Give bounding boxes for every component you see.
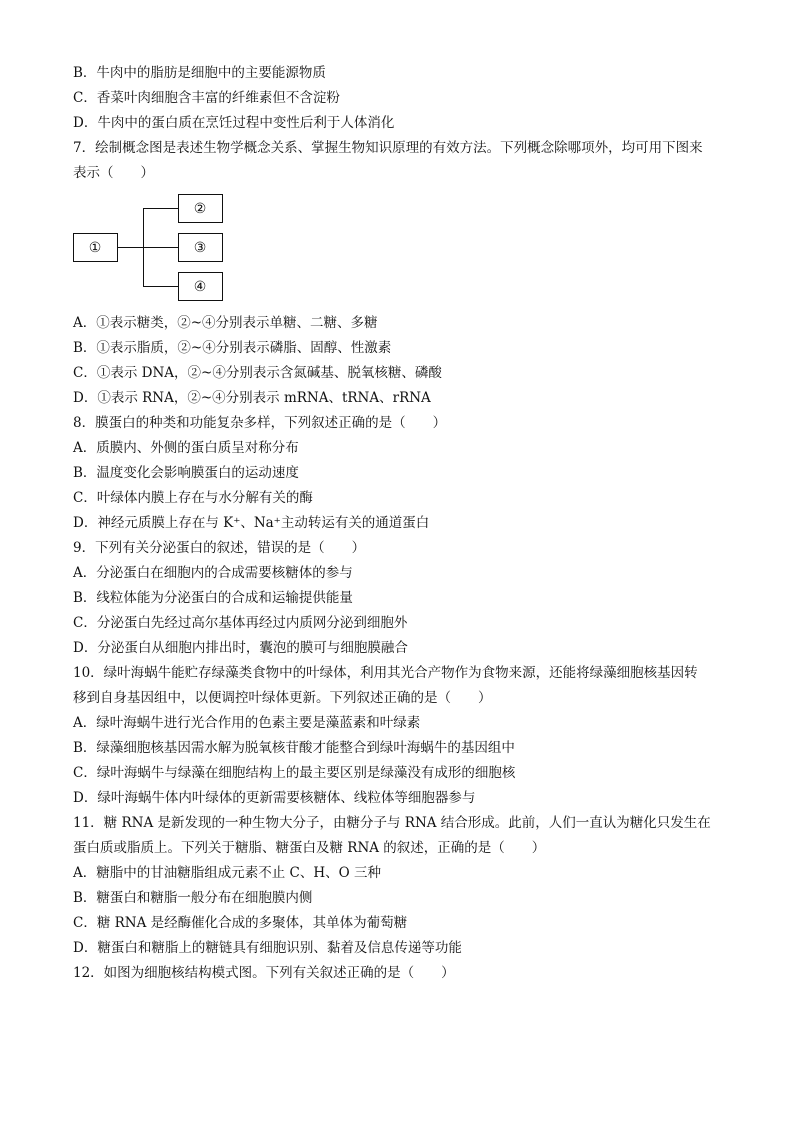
question-7-stem-cont: 表示（ ）: [73, 165, 154, 181]
option-line: D．神经元质膜上存在与 K⁺、Na⁺主动转运有关的通道蛋白: [73, 515, 430, 531]
option-line: B．牛肉中的脂肪是细胞中的主要能源物质: [73, 65, 326, 81]
option-line: D．①表示 RNA，②~④分别表示 mRNA、tRNA、rRNA: [73, 390, 431, 406]
option-line: A．质膜内、外侧的蛋白质呈对称分布: [73, 440, 299, 456]
option-line: B．绿藻细胞核基因需水解为脱氧核苷酸才能整合到绿叶海蜗牛的基因组中: [73, 740, 515, 756]
option-line: A．糖脂中的甘油糖脂组成元素不止 C、H、O 三种: [73, 865, 382, 881]
concept-box-1: ①: [88, 240, 102, 256]
question-11-stem: 11．糖 RNA 是新发现的一种生物大分子，由糖分子与 RNA 结合形成。此前，人们一直认为糖化只发生在: [73, 815, 711, 831]
option-line: B．①表示脂质，②~④分别表示磷脂、固醇、性激素: [73, 340, 392, 356]
option-line: D．糖蛋白和糖脂上的糖链具有细胞识别、黏着及信息传递等功能: [73, 940, 462, 956]
option-line: C．香菜叶肉细胞含丰富的纤维素但不含淀粉: [73, 90, 340, 106]
question-10-stem-cont: 移到自身基因组中，以便调控叶绿体更新。下列叙述正确的是（ ）: [73, 690, 492, 706]
question-8-stem: 8．膜蛋白的种类和功能复杂多样，下列叙述正确的是（ ）: [73, 415, 447, 431]
option-line: A．分泌蛋白在细胞内的合成需要核糖体的参与: [73, 565, 353, 581]
option-line: A．绿叶海蜗牛进行光合作用的色素主要是藻蓝素和叶绿素: [73, 715, 421, 731]
concept-box-2: ②: [193, 201, 207, 217]
option-line: C．分泌蛋白先经过高尔基体再经过内质网分泌到细胞外: [73, 615, 408, 631]
question-12-stem: 12．如图为细胞核结构模式图。下列有关叙述正确的是（ ）: [73, 965, 455, 981]
option-line: D．牛肉中的蛋白质在烹饪过程中变性后利于人体消化: [73, 115, 395, 131]
option-line: C．糖 RNA 是经酶催化合成的多聚体，其单体为葡萄糖: [73, 915, 408, 931]
option-line: C．叶绿体内膜上存在与水分解有关的酶: [73, 490, 313, 506]
concept-box-3: ③: [193, 240, 207, 256]
question-9-stem: 9．下列有关分泌蛋白的叙述，错误的是（ ）: [73, 540, 366, 556]
option-line: D．分泌蛋白从细胞内排出时，囊泡的膜可与细胞膜融合: [73, 640, 408, 656]
option-line: B．糖蛋白和糖脂一般分布在细胞膜内侧: [73, 890, 313, 906]
option-line: C．①表示 DNA，②~④分别表示含氮碱基、脱氧核糖、磷酸: [73, 365, 442, 381]
option-line: D．绿叶海蜗牛体内叶绿体的更新需要核糖体、线粒体等细胞器参与: [73, 790, 476, 806]
option-line: B．线粒体能为分泌蛋白的合成和运输提供能量: [73, 590, 353, 606]
concept-map-diagram: [73, 192, 233, 304]
option-line: A．①表示糖类，②~④分别表示单糖、二糖、多糖: [73, 315, 378, 331]
concept-box-4: ④: [193, 279, 207, 295]
question-7-stem: 7．绘制概念图是表述生物学概念关系、掌握生物知识原理的有效方法。下列概念除哪项外，均可用下图来: [73, 140, 703, 156]
question-11-stem-cont: 蛋白质或脂质上。下列关于糖脂、糖蛋白及糖 RNA 的叙述，正确的是（ ）: [73, 840, 546, 856]
question-10-stem: 10．绿叶海蜗牛能贮存绿藻类食物中的叶绿体，利用其光合产物作为食物来源，还能将绿藻细胞核基因转: [73, 665, 698, 681]
option-line: B．温度变化会影响膜蛋白的运动速度: [73, 465, 299, 481]
option-line: C．绿叶海蜗牛与绿藻在细胞结构上的最主要区别是绿藻没有成形的细胞核: [73, 765, 516, 781]
